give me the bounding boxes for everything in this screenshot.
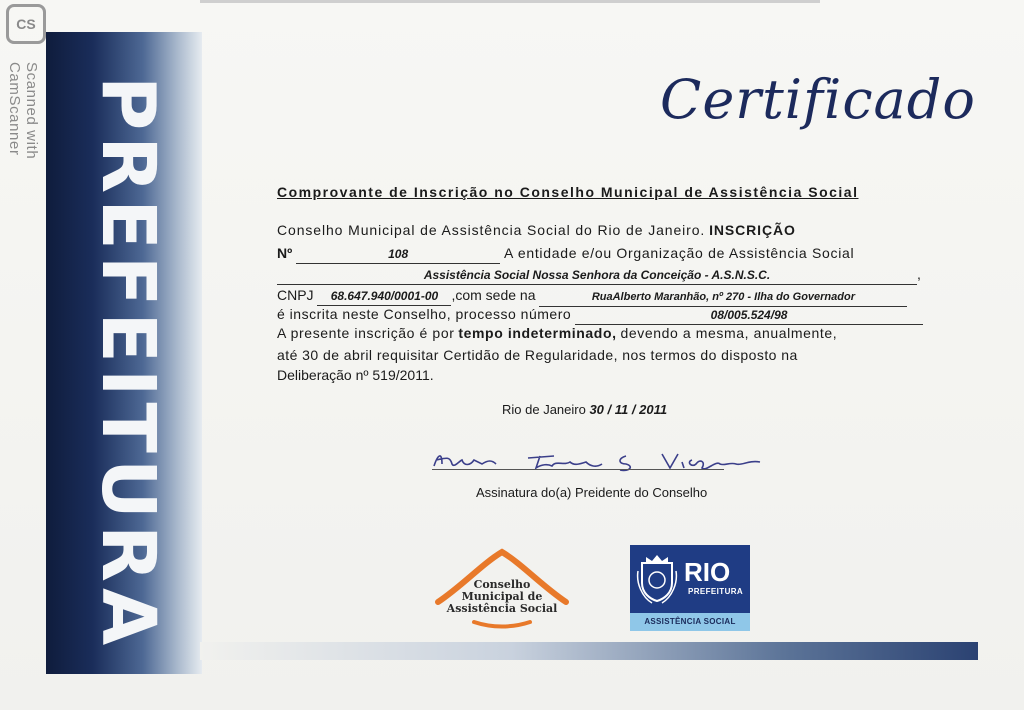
camscanner-logo: CS <box>6 4 46 44</box>
cmas-line-1: Conselho <box>473 578 531 591</box>
body-text: Deliberação nº 519/2011. <box>277 367 434 383</box>
address-value: RuaAlberto Maranhão, nº 270 - Ilha do Governador <box>539 290 907 307</box>
body-text: Conselho Municipal de Assistência Social do Rio de Janeiro. <box>277 222 706 238</box>
watermark-text: Scanned with CamScanner <box>6 62 40 160</box>
certificate-heading: Comprovante de Inscrição no Conselho Municipal de Assistência Social <box>277 184 859 200</box>
top-stripe <box>200 0 820 3</box>
rio-word: RIO <box>684 557 731 587</box>
body-text: até 30 de abril requisitar Certidão de Regularidade, nos termos do disposto na <box>277 347 798 363</box>
cmas-line-2: Municipal de <box>461 590 543 603</box>
date-year: 2011 <box>639 402 668 417</box>
date-sep: / <box>607 402 612 417</box>
body-text: A presente inscrição é por <box>277 325 455 341</box>
issue-date <box>502 402 667 417</box>
body-text: é inscrita neste Conselho, processo número <box>277 306 572 322</box>
cnpj-value: 68.647.940/0001-00 <box>317 289 451 306</box>
body-line-7 <box>277 347 925 363</box>
signature-caption: Assinatura do(a) Preidente do Conselho <box>476 485 708 500</box>
body-line-5 <box>277 306 925 325</box>
body-line-8 <box>277 367 925 383</box>
date-city: Rio de Janeiro <box>502 402 586 417</box>
rio-pref: PREFEITURA <box>688 587 744 596</box>
body-line-1 <box>277 222 925 238</box>
comma: , <box>917 266 921 282</box>
rio-department: ASSISTÊNCIA SOCIAL <box>630 613 750 631</box>
process-number: 08/005.524/98 <box>575 308 923 325</box>
duration: tempo indeterminado, <box>458 325 617 341</box>
cmas-text <box>432 579 572 615</box>
date-day: 30 <box>589 402 604 417</box>
inscricao-label: INSCRIÇÃO <box>709 222 796 238</box>
body-line-3 <box>277 266 925 285</box>
rio-prefeitura-logo <box>630 545 750 631</box>
body-text: devendo a mesma, anualmente, <box>620 325 838 341</box>
entity-name: Assistência Social Nossa Senhora da Conceição - A.S.N.S.C. <box>277 268 917 285</box>
cnpj-label: CNPJ <box>277 287 314 303</box>
body-line-4 <box>277 287 925 307</box>
date-month: 11 <box>614 402 629 417</box>
number-prefix: Nº <box>277 245 293 261</box>
bottom-stripe <box>200 642 978 660</box>
cmas-line-3: Assistência Social <box>446 602 558 615</box>
inscription-number: 108 <box>296 247 500 264</box>
band-word: PREFEITURA <box>85 76 171 652</box>
camscanner-watermark <box>4 62 44 202</box>
body-line-2 <box>277 245 925 264</box>
sede-label: ,com sede na <box>451 287 536 303</box>
body-text: A entidade e/ou Organização de Assistência Social <box>504 245 855 261</box>
body-line-6 <box>277 325 925 341</box>
certificate-title: Certificado <box>660 68 976 131</box>
cmas-logo <box>432 546 572 636</box>
handwritten-signature <box>430 446 770 476</box>
rio-crest-icon <box>636 553 678 605</box>
signature-line <box>432 469 724 470</box>
date-sep: / <box>631 402 636 417</box>
rio-logo-top <box>630 545 750 613</box>
